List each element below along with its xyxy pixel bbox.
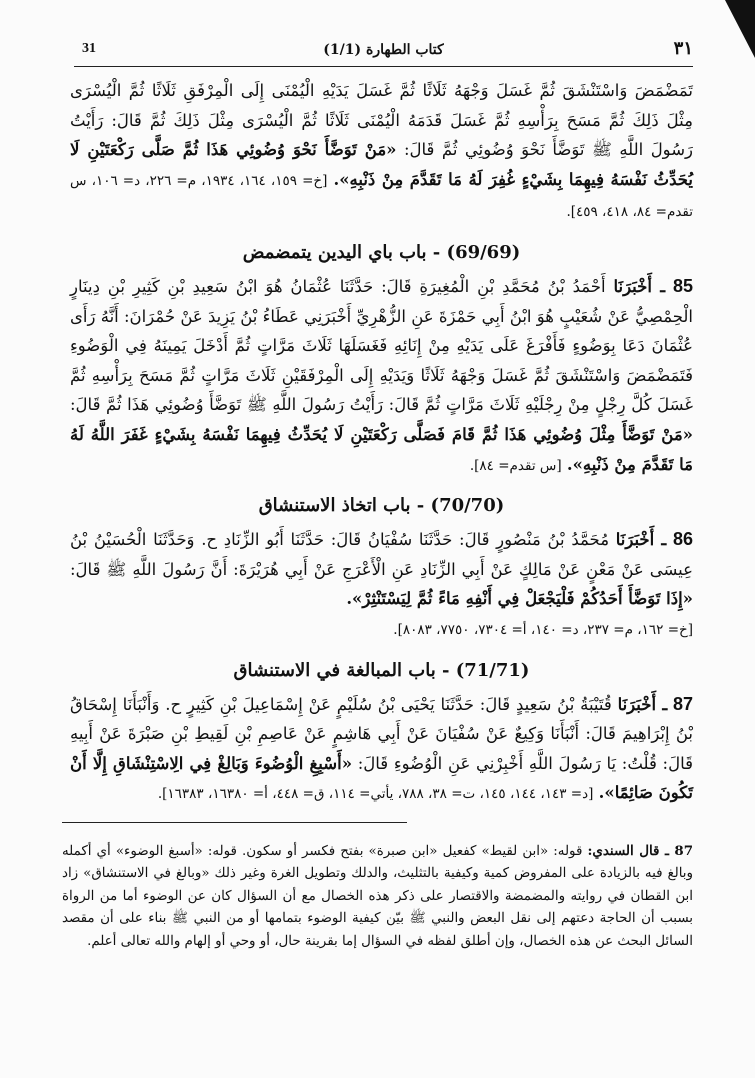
hadith-number: 87 bbox=[672, 693, 693, 714]
footnote-text: قوله: «ابن لقيط» كفعيل «ابن صبرة» بفتح فكسر أو سكون. قوله: «أسبغ الوضوء» أي أكمله وبالغ فيه بالزيادة على المفروض كمية وكيفية بالتثليث، والدلك وتطويل الغرة وغير ذلك «وبالغ في الاستنشاق» زاد ابن القطان في روايته والمضمضة والاقتصار على ذكر هذه الخصال مع أن السؤال كان عن الوضوء أما من الرواة بسبب أن الحاجة دعتهم إلى نقل البعض والنبي ﷺ بيّن كيفية الوضوء بتمامها أو من النبي ﷺ بناء على أن مقصد السائل البحث عن هذه الخصال، وإن أطلق لفظه في السؤال إما بقرينة حال، أو وحي أو إلهام والله تعالى أعلم. bbox=[62, 844, 693, 949]
page-corner-mark bbox=[725, 0, 755, 58]
footnote-lead: 87 ـ قال السندي: bbox=[587, 843, 694, 859]
akhbarana-word: ـ أَخْبَرَنَا bbox=[615, 530, 667, 550]
hadith-references: [س تقدم= ٨٤]. bbox=[469, 457, 562, 474]
hadith-text: «مَنْ تَوَضَّأَ نَحْوَ وُضُوئِي هَذَا ثُمَّ صَلَّى رَكْعَتَيْنِ لَا يُحَدِّثُ نَفْسَهُ فِيهِمَا بِشَيْءٍ غُفِرَ لَهُ مَا تَقَدَّمَ مِنْ ذَنْبِهِ». bbox=[70, 140, 693, 189]
chapter-heading: (70/70) - باب اتخاذ الاستنشاق bbox=[258, 495, 505, 517]
footnote bbox=[62, 840, 693, 953]
hadith-references: [خ= ١٦٢، م= ٢٣٧، د= ١٤٠، أ= ٧٣٠٤، ٧٧٥٠، ٨٠٨٣]. bbox=[393, 621, 693, 638]
isnad-text: أَحْمَدُ بْنُ مُحَمَّدِ بْنِ الْمُغِيرَةِ قَالَ: حَدَّثَنَا عُثْمَانُ هُوَ ابْنُ سَعِيدِ بْنِ كَثِيرِ بْنِ دِينَارٍ الْحِمْصِيُّ عَنْ شُعَيْبٍ هُوَ ابْنُ أَبِي حَمْزَةَ عَنِ الزُّهْرِيِّ أَخْبَرَنِي عَطَاءُ بْنُ يَزِيدَ عَنْ حُمْرَانَ: أَنَّهُ رَأَى عُثْمَانَ دَعَا بِوَضُوءٍ فَأَفْرَغَ عَلَى يَدَيْهِ مِنْ إِنَائِهِ فَغَسَلَهَا ثَلَاثَ مَرَّاتٍ ثُمَّ أَدْخَلَ يَمِينَهُ فِي الْوَضُوءِ فَتَمَضْمَضَ وَاسْتَنْشَقَ ثُمَّ غَسَلَ وَجْهَهُ ثَلَاثًا وَيَدَيْهِ إِلَى الْمِرْفَقَيْنِ ثَلَاثَ مَرَّاتٍ ثُمَّ مَسَحَ بِرَأْسِهِ ثُمَّ غَسَلَ كُلَّ رِجْلٍ مِنْ رِجْلَيْهِ ثَلَاثَ مَرَّاتٍ ثُمَّ قَالَ: رَأَيْتُ رَسُولَ اللَّهِ ﷺ تَوَضَّأَ وُضُوئِي هَذَا ثُمَّ قَالَ: bbox=[70, 276, 693, 415]
hadith-text: «إِذَا تَوَضَّأَ أَحَدُكُمْ فَلْيَجْعَلْ فِي أَنْفِهِ مَاءً ثُمَّ لِيَسْتَنْثِرْ». bbox=[346, 589, 693, 609]
hadith-text: «مَنْ تَوَضَّأَ مِثْلَ وُضُوئِي هَذَا ثُمَّ قَامَ فَصَلَّى رَكْعَتَيْنِ لَا يُحَدِّثُ فِيهِمَا نَفْسَهُ بِشَيْءٍ غَفَرَ اللَّهُ لَهُ مَا تَقَدَّمَ مِنْ ذَنْبِهِ». bbox=[70, 424, 693, 474]
page-number-latin: 31 bbox=[82, 41, 96, 56]
hadith-number: 86 bbox=[672, 529, 693, 550]
page-header bbox=[74, 40, 693, 67]
hadith-number: 85 bbox=[672, 275, 694, 296]
continuation-paragraph bbox=[70, 76, 693, 228]
hadith-references: [د= ١٤٣، ١٤٤، ١٤٥، ت= ٣٨، ٧٨٨، يأتي= ١١٤، ق= ٤٤٨، أ= ١٦٣٨٠، ١٦٣٨٣]. bbox=[157, 786, 594, 803]
chapter-heading: (71/71) - باب المبالغة في الاستنشاق bbox=[233, 659, 530, 681]
chapter-heading: (69/69) - باب باي اليدين يتمضمض bbox=[242, 241, 521, 263]
hadith-references: [خ= ١٥٩، ١٦٤، ١٩٣٤، م= ٢٢٦، د= ١٠٦، س تقدم= ٨٤، ٤١٨، ٤٥٩]. bbox=[70, 172, 693, 221]
footnote-divider bbox=[62, 822, 407, 823]
main-text bbox=[70, 76, 693, 810]
hadith-entry bbox=[70, 525, 693, 645]
hadith-entry bbox=[70, 272, 693, 481]
running-title: (1/1) كتاب الطهارة bbox=[323, 42, 444, 58]
paragraph-text: تَمَضْمَضَ وَاسْتَنْشَقَ ثُمَّ غَسَلَ وَجْهَهُ ثَلَاثًا ثُمَّ غَسَلَ يَدَيْهِ الْيُمْنَى إِلَى الْمِرْفَقِ ثَلَاثًا ثُمَّ الْيُسْرَى مِثْلَ ذَلِكَ ثُمَّ مَسَحَ بِرَأْسِهِ ثُمَّ غَسَلَ قَدَمَهُ الْيُمْنَى ثَلَاثًا ثُمَّ الْيُسْرَى مِثْلَ ذَلِكَ ثُمَّ قَالَ: رَأَيْتُ رَسُولَ اللَّهِ ﷺ تَوَضَّأَ نَحْوَ وُضُوئِي ثُمَّ قَالَ: bbox=[70, 81, 693, 160]
isnad-text: مُحَمَّدُ بْنُ مَنْصُورٍ قَالَ: حَدَّثَنَا سُفْيَانُ قَالَ: حَدَّثَنَا أَبُو الزِّنَادِ ح. وَحَدَّثَنَا الْحُسَيْنُ بْنُ عِيسَى عَنْ مَعْنٍ عَنْ مَالِكٍ عَنْ أَبِي الزِّنَادِ عَنِ الْأَعْرَجِ عَنْ أَبِي هُرَيْرَةَ: أَنَّ رَسُولَ اللَّهِ ﷺ قَالَ: bbox=[70, 530, 693, 579]
akhbarana-word: ـ أَخْبَرَنَا bbox=[617, 694, 668, 714]
hadith-text: «أَسْبِغِ الْوُضُوءَ وَبَالِغْ فِي الِاسْتِنْشَاقِ إِلَّا أَنْ تَكُونَ صَائِمًا». bbox=[70, 753, 693, 803]
isnad-text: قُتَيْبَةُ بْنُ سَعِيدٍ قَالَ: حَدَّثَنَا يَحْيَى بْنُ سُلَيْمٍ عَنْ إِسْمَاعِيلَ بْنِ كَثِيرٍ ح. وَأَنْبَأَنَا إِسْحَاقُ بْنُ إِبْرَاهِيمَ قَالَ: أَنْبَأَنَا وَكِيعٌ عَنْ سُفْيَانَ عَنْ أَبِي هَاشِمٍ عَنْ عَاصِمِ بْنِ لَقِيطِ بْنِ صَبْرَةَ عَنْ أَبِيهِ قَالَ: قُلْتُ: يَا رَسُولَ اللَّهِ أَخْبِرْنِي عَنِ الْوُضُوءِ قَالَ: bbox=[70, 694, 694, 773]
page-number-arabic: ٣١ bbox=[673, 38, 693, 59]
hadith-entry bbox=[70, 690, 693, 810]
akhbarana-word: ـ أَخْبَرَنَا bbox=[613, 276, 666, 296]
